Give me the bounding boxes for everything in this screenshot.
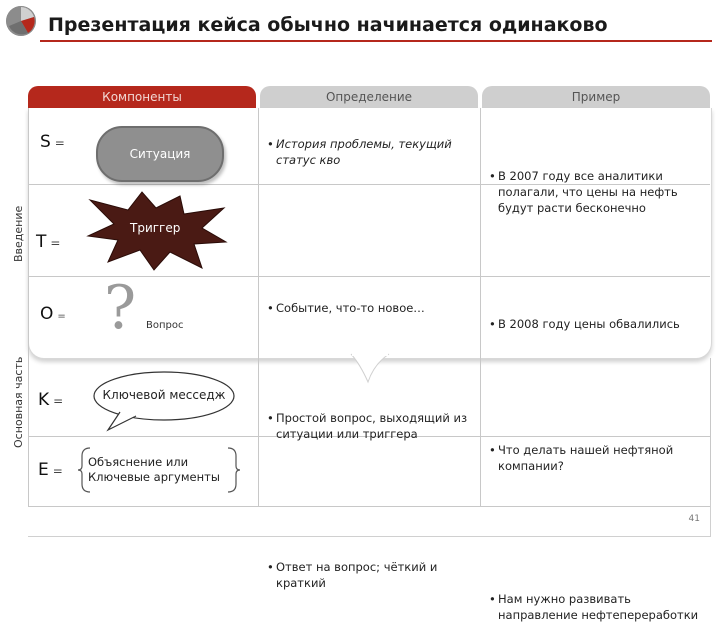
definition-k: • Ответ на вопрос; чёткий и краткий: [264, 559, 476, 591]
header-definition: Определение: [260, 86, 478, 108]
row-letter-k: K =: [38, 390, 64, 410]
example-s: • В 2007 году все аналитики полагали, что цены на нефть будут расти бесконечно: [486, 168, 708, 216]
company-logo: [6, 6, 36, 36]
example-k: • Нам нужно развивать направление нефтепереработки: [486, 591, 714, 623]
definition-o: • Простой вопрос, выходящий из ситуации или триггера: [264, 410, 476, 442]
grid-line: [258, 108, 259, 506]
key-message-label: Ключевой месседж: [102, 388, 226, 402]
page-footer-frame: [28, 500, 711, 537]
row-letter-s: S =: [40, 132, 65, 152]
page-title: Презентация кейса обычно начинается одинаково: [48, 14, 608, 36]
grid-line: [710, 358, 711, 506]
row-letter-e: E =: [38, 460, 63, 480]
header-example: Пример: [482, 86, 710, 108]
row-letter-t: T =: [36, 232, 61, 252]
trigger-label: Триггер: [130, 221, 181, 235]
question-label: Вопрос: [146, 320, 184, 331]
section-label-intro: Введение: [12, 205, 25, 262]
example-t: • В 2008 году цены обвалились: [486, 316, 712, 332]
row-letter-o: O =: [40, 304, 66, 324]
example-o: • Что делать нашей нефтяной компании?: [486, 442, 698, 474]
title-underline: [40, 40, 712, 42]
question-mark-icon: ?: [104, 273, 137, 343]
grid-line: [28, 108, 29, 506]
page-number: 41: [688, 514, 700, 524]
definition-s: • История проблемы, текущий статус кво: [264, 136, 476, 168]
header-components: Компоненты: [28, 86, 256, 108]
explanation-label: Объяснение или Ключевые аргументы: [88, 455, 220, 484]
intro-callout-tail: [350, 352, 390, 386]
definition-t: • Событие, что-то новое…: [264, 300, 486, 316]
section-label-main: Основная часть: [12, 356, 25, 448]
situation-shape: Ситуация: [96, 126, 224, 182]
